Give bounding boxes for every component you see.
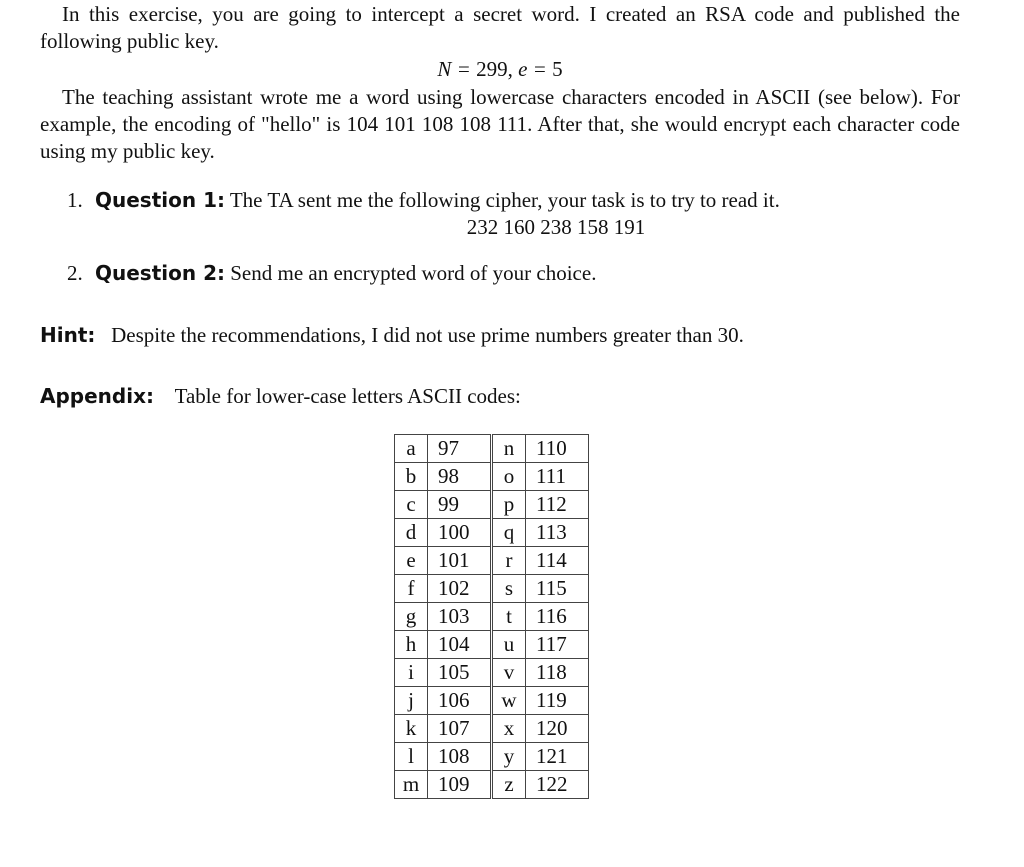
- ascii-table-body: [395, 435, 589, 799]
- question-label: Question 2:: [95, 261, 225, 285]
- letter-cell: h: [395, 631, 428, 659]
- code-cell: 105: [428, 659, 492, 687]
- code-cell: 99: [428, 491, 492, 519]
- code-cell: 108: [428, 743, 492, 771]
- code-cell: 116: [526, 603, 589, 631]
- letter-cell: m: [395, 771, 428, 799]
- code-cell: 120: [526, 715, 589, 743]
- code-cell: 106: [428, 687, 492, 715]
- code-cell: 113: [526, 519, 589, 547]
- code-cell: 107: [428, 715, 492, 743]
- ascii-row: [395, 547, 589, 575]
- letter-cell: l: [395, 743, 428, 771]
- code-cell: 110: [526, 435, 589, 463]
- code-cell: 103: [428, 603, 492, 631]
- code-cell: 118: [526, 659, 589, 687]
- letter-cell: f: [395, 575, 428, 603]
- cipher-text: 232 160 238 158 191: [466, 215, 646, 239]
- key-n-label: N =: [437, 57, 477, 81]
- letter-cell: s: [492, 575, 526, 603]
- ascii-row: [395, 715, 589, 743]
- code-cell: 121: [526, 743, 589, 771]
- description-paragraph: The teaching assistant wrote me a word using lowercase characters encoded in ASCII (see below). For example, the encoding of "hello" is 104 101 108 108 111. After that, she would encrypt each character code using my public key.: [40, 85, 960, 163]
- letter-cell: q: [492, 519, 526, 547]
- letter-cell: b: [395, 463, 428, 491]
- letter-cell: e: [395, 547, 428, 575]
- letter-cell: c: [395, 491, 428, 519]
- letter-cell: k: [395, 715, 428, 743]
- question-label: Question 1:: [95, 188, 225, 212]
- code-cell: 117: [526, 631, 589, 659]
- code-cell: 98: [428, 463, 492, 491]
- question-text: The TA sent me the following cipher, your task is to try to read it.: [229, 188, 780, 212]
- code-cell: 104: [428, 631, 492, 659]
- hint: [40, 322, 960, 349]
- question-number: 2.: [67, 261, 83, 285]
- appendix-text: Table for lower-case letters ASCII codes:: [174, 384, 521, 408]
- ascii-row: [395, 659, 589, 687]
- question-item-2: [40, 260, 960, 287]
- cipher-row: [40, 214, 960, 241]
- appendix: [40, 383, 960, 410]
- question-number: 1.: [67, 188, 83, 212]
- ascii-row: [395, 519, 589, 547]
- ascii-row: [395, 435, 589, 463]
- ascii-row: [395, 687, 589, 715]
- ascii-row: [395, 743, 589, 771]
- code-cell: 115: [526, 575, 589, 603]
- letter-cell: t: [492, 603, 526, 631]
- letter-cell: g: [395, 603, 428, 631]
- hint-text: Despite the recommendations, I did not use prime numbers greater than 30.: [111, 323, 744, 347]
- code-cell: 97: [428, 435, 492, 463]
- key-n-value: 299: [476, 57, 508, 81]
- ascii-table: [394, 434, 589, 799]
- code-cell: 119: [526, 687, 589, 715]
- hint-label: Hint:: [40, 323, 96, 347]
- letter-cell: i: [395, 659, 428, 687]
- letter-cell: r: [492, 547, 526, 575]
- code-cell: 122: [526, 771, 589, 799]
- code-cell: 102: [428, 575, 492, 603]
- ascii-row: [395, 575, 589, 603]
- ascii-row: [395, 603, 589, 631]
- letter-cell: z: [492, 771, 526, 799]
- ascii-row: [395, 463, 589, 491]
- code-cell: 109: [428, 771, 492, 799]
- code-cell: 111: [526, 463, 589, 491]
- letter-cell: v: [492, 659, 526, 687]
- question-list: [40, 187, 960, 287]
- letter-cell: u: [492, 631, 526, 659]
- key-separator: ,: [507, 57, 519, 81]
- document-page: [40, 0, 960, 867]
- code-cell: 100: [428, 519, 492, 547]
- key-e-label: e =: [518, 57, 553, 81]
- question-item-1: [40, 187, 960, 214]
- appendix-label: Appendix:: [40, 384, 154, 408]
- letter-cell: o: [492, 463, 526, 491]
- ascii-row: [395, 491, 589, 519]
- public-key-equation: [40, 55, 960, 84]
- ascii-row: [395, 771, 589, 799]
- code-cell: 114: [526, 547, 589, 575]
- letter-cell: n: [492, 435, 526, 463]
- key-e-value: 5: [552, 57, 563, 81]
- letter-cell: x: [492, 715, 526, 743]
- letter-cell: y: [492, 743, 526, 771]
- code-cell: 101: [428, 547, 492, 575]
- intro-paragraph: In this exercise, you are going to intercept a secret word. I created an RSA code and published the following public key.: [40, 2, 960, 53]
- ascii-row: [395, 631, 589, 659]
- letter-cell: j: [395, 687, 428, 715]
- code-cell: 112: [526, 491, 589, 519]
- letter-cell: p: [492, 491, 526, 519]
- letter-cell: a: [395, 435, 428, 463]
- question-text: Send me an encrypted word of your choice.: [230, 261, 597, 285]
- letter-cell: w: [492, 687, 526, 715]
- letter-cell: d: [395, 519, 428, 547]
